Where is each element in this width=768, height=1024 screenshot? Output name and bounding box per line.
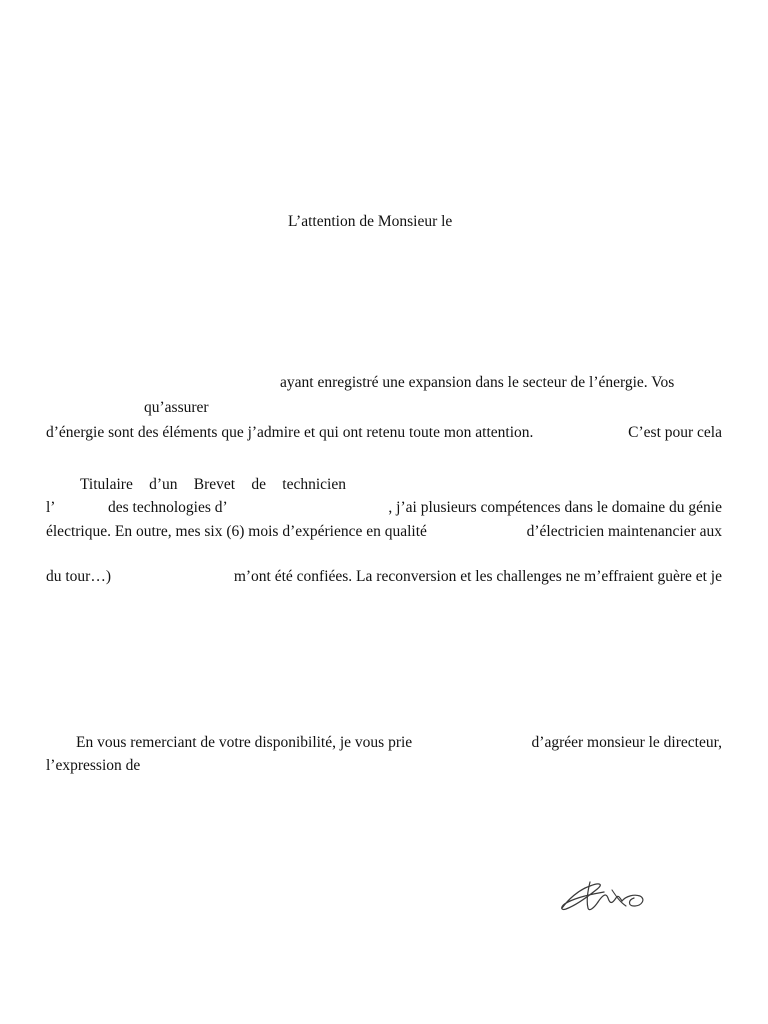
paragraph-2-line-2-part-c: , j’ai plusieurs compétences dans le domaine du génie [388, 499, 722, 516]
paragraph-2-line-4-part-a: du tour…) [46, 568, 112, 585]
paragraph-1-line-2: qu’assurer [144, 399, 209, 416]
paragraph-2-line-1-word-2: d’un [149, 476, 178, 493]
paragraph-2-line-1-word-4: de [251, 476, 267, 493]
paragraph-2-line-3-part-b: d’électricien maintenancier aux [526, 523, 722, 540]
closing-line-2: l’expression de [46, 757, 141, 774]
recipient-line: L’attention de Monsieur le [288, 213, 453, 230]
paragraph-2-line-3 [46, 522, 722, 542]
closing-line-1-part-b: d’agréer monsieur le directeur, [531, 734, 722, 751]
handwritten-signature [556, 868, 656, 918]
closing-line-1-part-a: En vous remerciant de votre disponibilité, je vous prie [76, 734, 413, 751]
paragraph-2-line-4-part-b: m’ont été confiées. La reconversion et les challenges ne m’effraient guère et je [233, 568, 722, 585]
paragraph-1-line-3 [46, 423, 722, 443]
paragraph-2-line-2-part-a: l’ [46, 499, 56, 516]
paragraph-2-line-1 [80, 475, 346, 495]
paragraph-2-line-1-word-1: Titulaire [80, 476, 133, 493]
paragraph-2-line-1-word-3: Brevet [193, 476, 236, 493]
paragraph-2-line-3-part-a: électrique. En outre, mes six (6) mois d’expérience en qualité [46, 523, 427, 540]
paragraph-1-line-3-part-a: d’énergie sont des éléments que j’admire et qui ont retenu toute mon attention. [46, 424, 534, 441]
paragraph-1-line-3-part-b: C’est pour cela [628, 424, 722, 441]
closing-line-1 [76, 733, 722, 753]
paragraph-2-line-1-word-5: technicien [282, 476, 346, 493]
paragraph-1-line-1: ayant enregistré une expansion dans le secteur de l’énergie. Vos [280, 374, 675, 391]
paragraph-2-line-2-part-b: des technologies d’ [108, 499, 228, 516]
